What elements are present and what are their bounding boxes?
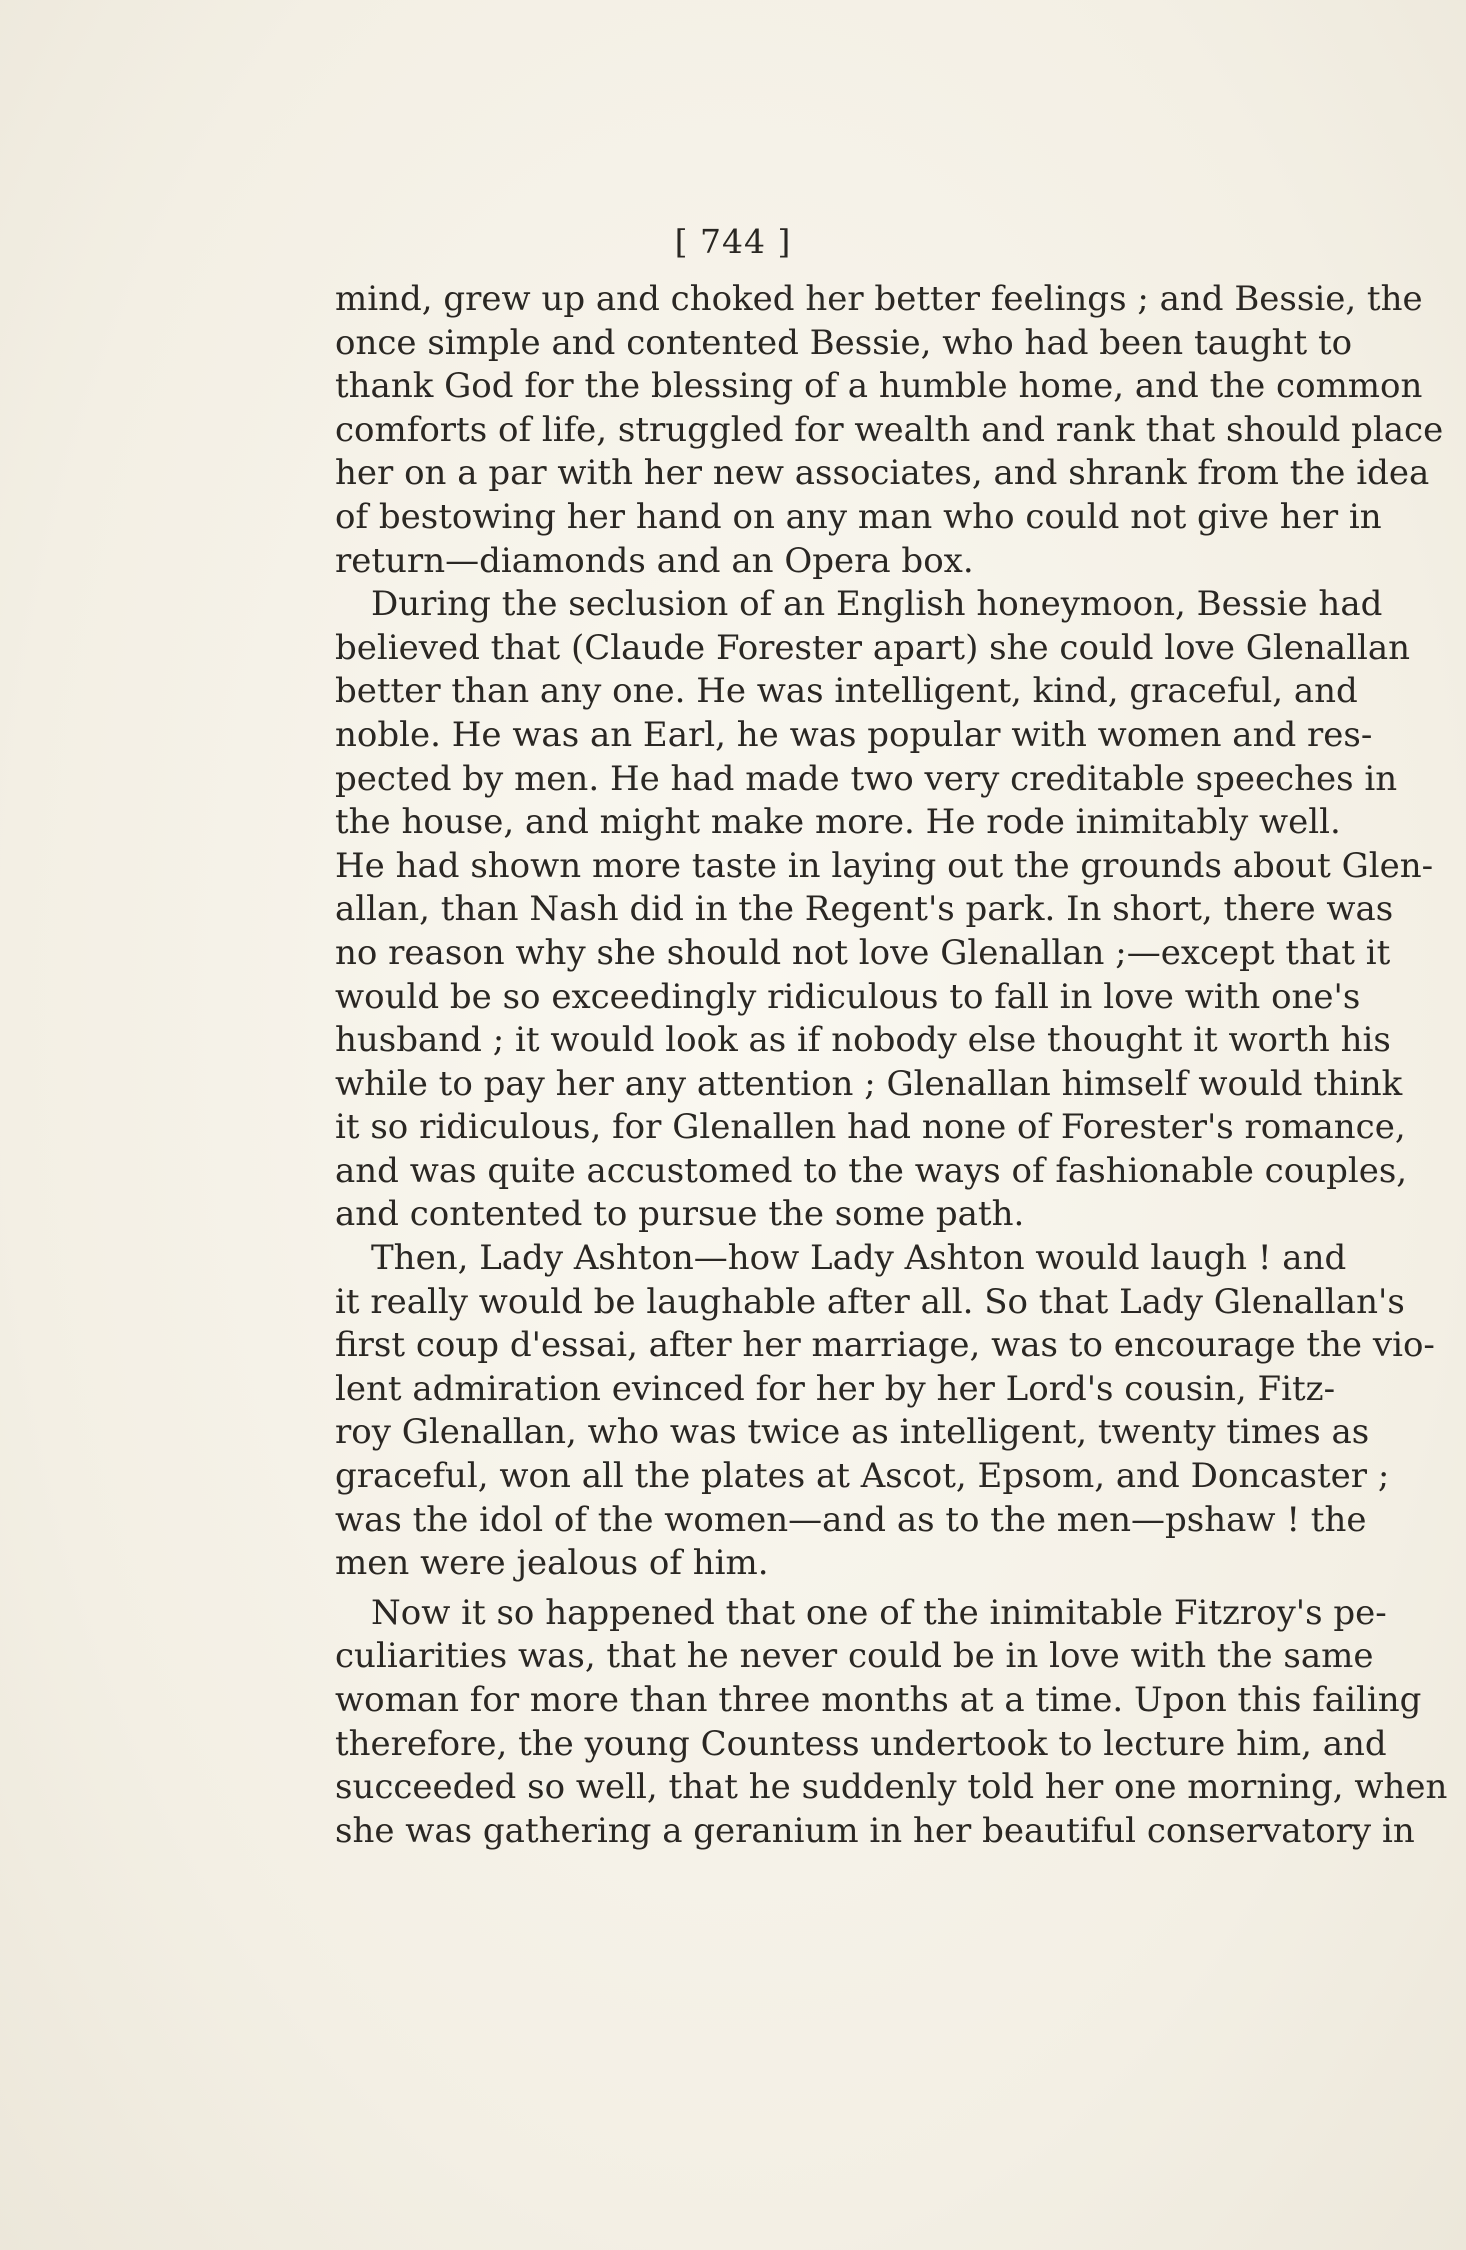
body-text	[335, 278, 1448, 1853]
text-line: and was quite accustomed to the ways of fashionable couples,	[335, 1150, 1408, 1191]
text-line: therefore, the young Countess undertook to lecture him, and	[335, 1723, 1387, 1764]
text-line: woman for more than three months at a time. Upon this failing	[335, 1680, 1422, 1720]
text-line: roy Glenallan, who was twice as intelligent, twenty times as	[335, 1412, 1370, 1453]
text-line: while to pay her any attention ; Glenallan himself would think	[335, 1063, 1403, 1104]
text-line: allan, than Nash did in the Regent's park. In short, there was	[335, 889, 1394, 930]
text-line: husband ; it would look as if nobody else thought it worth his	[335, 1020, 1391, 1061]
text-line: pected by men. He had made two very creditable speeches in	[335, 758, 1398, 799]
text-line: mind, grew up and choked her better feelings ; and Bessie, the	[335, 279, 1423, 319]
text-line: noble. He was an Earl, he was popular with women and res-	[335, 714, 1373, 755]
text-line: lent admiration evinced for her by her Lord's cousin, Fitz-	[335, 1368, 1336, 1409]
text-line: succeeded so well, that he suddenly told her one morning, when	[335, 1767, 1448, 1808]
text-line: return—diamonds and an Opera box.	[335, 540, 974, 581]
page-number: [ 744 ]	[674, 222, 792, 261]
text-line: it really would be laughable after all. So that Lady Glenallan's	[335, 1281, 1405, 1322]
paragraph-start-line: Then, Lady Ashton—how Lady Ashton would laugh ! and	[371, 1238, 1347, 1279]
text-line: better than any one. He was intelligent, kind, graceful, and	[335, 671, 1358, 712]
text-line: comforts of life, struggled for wealth and rank that should place	[335, 409, 1444, 450]
text-line: would be so exceedingly ridiculous to fall in love with one's	[335, 976, 1361, 1017]
text-line: no reason why she should not love Glenallan ;—except that it	[335, 932, 1391, 973]
text-line: He had shown more taste in laying out the grounds about Glen-	[335, 845, 1434, 886]
text-line: men were jealous of him.	[335, 1543, 769, 1584]
text-line: and contented to pursue the some path.	[335, 1194, 1025, 1235]
text-line: culiarities was, that he never could be in love with the same	[335, 1636, 1374, 1677]
text-line: her on a par with her new associates, and shrank from the idea	[335, 453, 1430, 494]
text-line: first coup d'essai, after her marriage, was to encourage the vio-	[335, 1325, 1435, 1366]
text-line: she was gathering a geranium in her beautiful conservatory in	[335, 1810, 1415, 1851]
text-line: the house, and might make more. He rode inimitably well.	[335, 802, 1341, 843]
paragraph-start-line: Now it so happened that one of the inimitable Fitzroy's pe-	[371, 1592, 1387, 1633]
text-line: it so ridiculous, for Glenallen had none of Forester's romance,	[335, 1107, 1406, 1148]
text-line: of bestowing her hand on any man who could not give her in	[335, 496, 1382, 537]
text-line: thank God for the blessing of a humble home, and the common	[335, 366, 1423, 407]
text-line: once simple and contented Bessie, who had been taught to	[335, 322, 1353, 363]
text-line: believed that (Claude Forester apart) she could love Glenallan	[335, 627, 1410, 668]
paragraph-start-line: During the seclusion of an English honeymoon, Bessie had	[371, 584, 1383, 625]
text-line: graceful, won all the plates at Ascot, Epsom, and Doncaster ;	[335, 1456, 1390, 1497]
text-line: was the idol of the women—and as to the men—pshaw ! the	[335, 1499, 1367, 1540]
